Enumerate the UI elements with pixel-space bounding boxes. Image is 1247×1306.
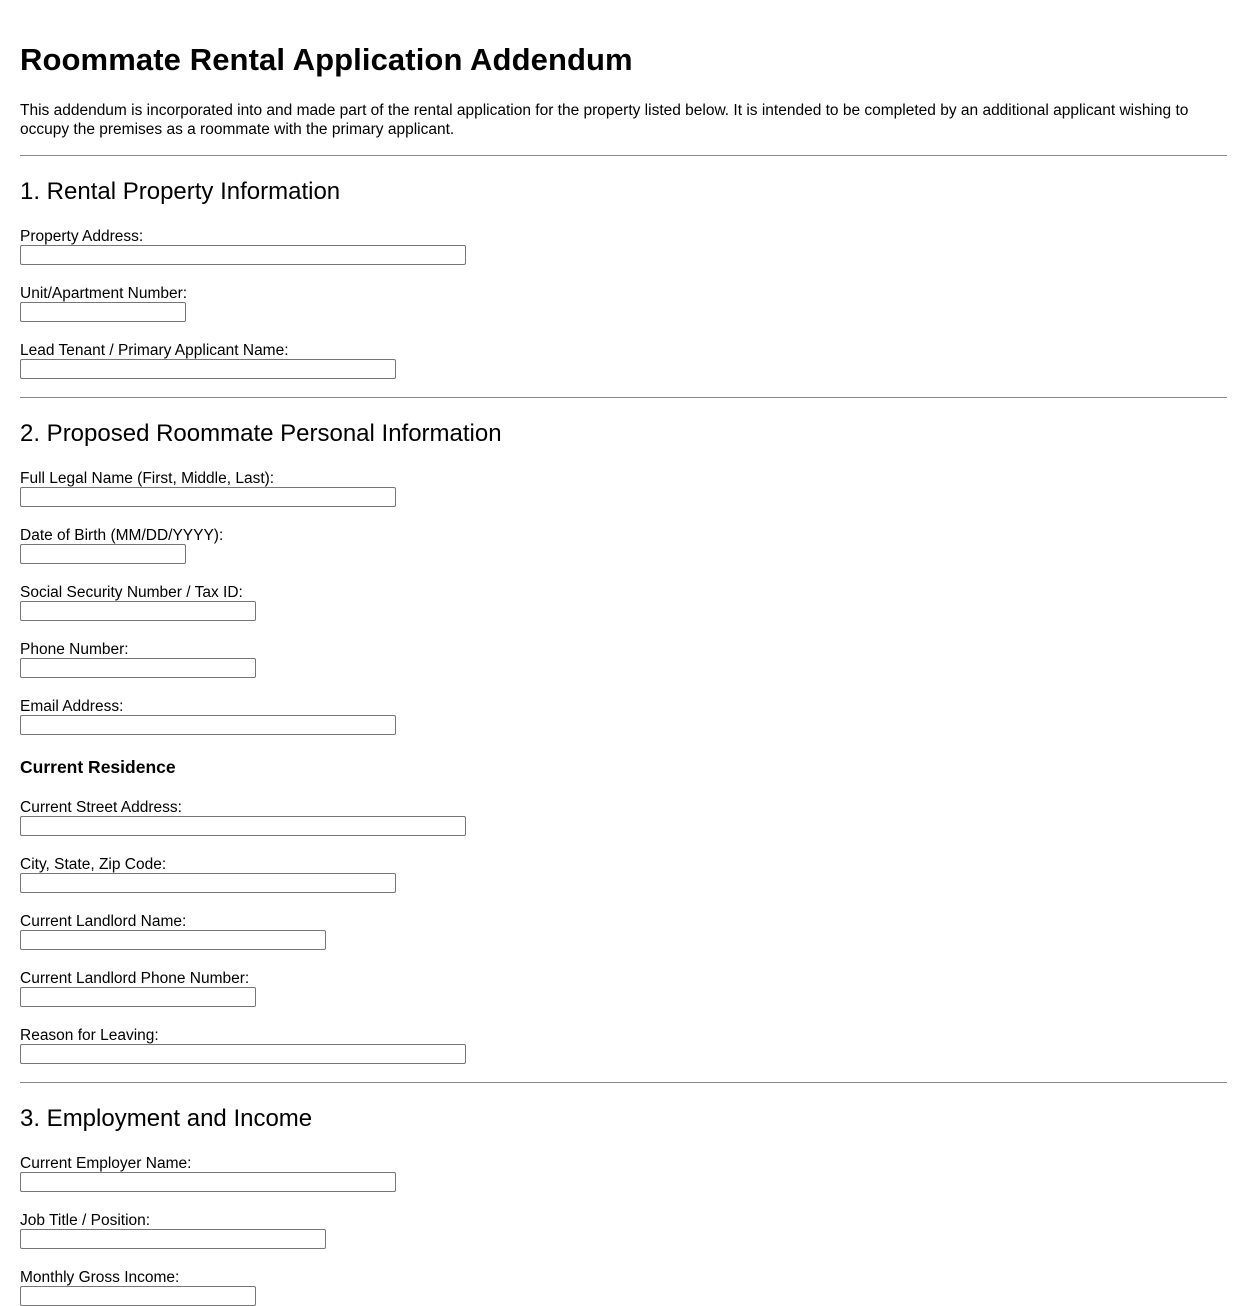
email-address-input[interactable] — [20, 715, 396, 735]
phone-number-input[interactable] — [20, 658, 256, 678]
email-address-label: Email Address: — [20, 698, 124, 715]
ssn-label: Social Security Number / Tax ID: — [20, 584, 243, 601]
current-employer-label: Current Employer Name: — [20, 1155, 192, 1172]
current-landlord-phone-input[interactable] — [20, 987, 256, 1007]
current-employer-input[interactable] — [20, 1172, 396, 1192]
page-title: Roommate Rental Application Addendum — [20, 42, 633, 77]
primary-applicant-name-label: Lead Tenant / Primary Applicant Name: — [20, 342, 289, 359]
intro-text: This addendum is incorporated into and made part of the rental application for the property listed below. It is intended to be completed by an additional applicant wishing to occupy the premises as a roommate with the primary applicant. — [20, 102, 1189, 138]
full-legal-name-label: Full Legal Name (First, Middle, Last): — [20, 470, 275, 487]
current-street-address-label: Current Street Address: — [20, 799, 182, 816]
property-address-input[interactable] — [20, 245, 466, 265]
city-state-zip-label: City, State, Zip Code: — [20, 856, 167, 873]
current-landlord-name-label: Current Landlord Name: — [20, 913, 187, 930]
section-divider — [20, 1082, 1227, 1083]
current-landlord-name-input[interactable] — [20, 930, 326, 950]
monthly-gross-income-label: Monthly Gross Income: — [20, 1269, 180, 1286]
reason-for-leaving-input[interactable] — [20, 1044, 466, 1064]
phone-number-label: Phone Number: — [20, 641, 129, 658]
reason-for-leaving-label: Reason for Leaving: — [20, 1027, 159, 1044]
ssn-input[interactable] — [20, 601, 256, 621]
monthly-gross-income-input[interactable] — [20, 1286, 256, 1306]
job-title-label: Job Title / Position: — [20, 1212, 151, 1229]
section-heading-employment: 3. Employment and Income — [20, 1105, 313, 1132]
date-of-birth-input[interactable] — [20, 544, 186, 564]
primary-applicant-name-input[interactable] — [20, 359, 396, 379]
section-heading-roommate-info: 2. Proposed Roommate Personal Information — [20, 420, 502, 447]
unit-number-label: Unit/Apartment Number: — [20, 285, 188, 302]
job-title-input[interactable] — [20, 1229, 326, 1249]
current-landlord-phone-label: Current Landlord Phone Number: — [20, 970, 250, 987]
unit-number-input[interactable] — [20, 302, 186, 322]
current-street-address-input[interactable] — [20, 816, 466, 836]
date-of-birth-label: Date of Birth (MM/DD/YYYY): — [20, 527, 224, 544]
current-residence-heading: Current Residence — [20, 757, 176, 777]
full-legal-name-input[interactable] — [20, 487, 396, 507]
section-heading-rental-property: 1. Rental Property Information — [20, 178, 341, 205]
section-divider — [20, 155, 1227, 156]
city-state-zip-input[interactable] — [20, 873, 396, 893]
section-divider — [20, 397, 1227, 398]
property-address-label: Property Address: — [20, 228, 144, 245]
